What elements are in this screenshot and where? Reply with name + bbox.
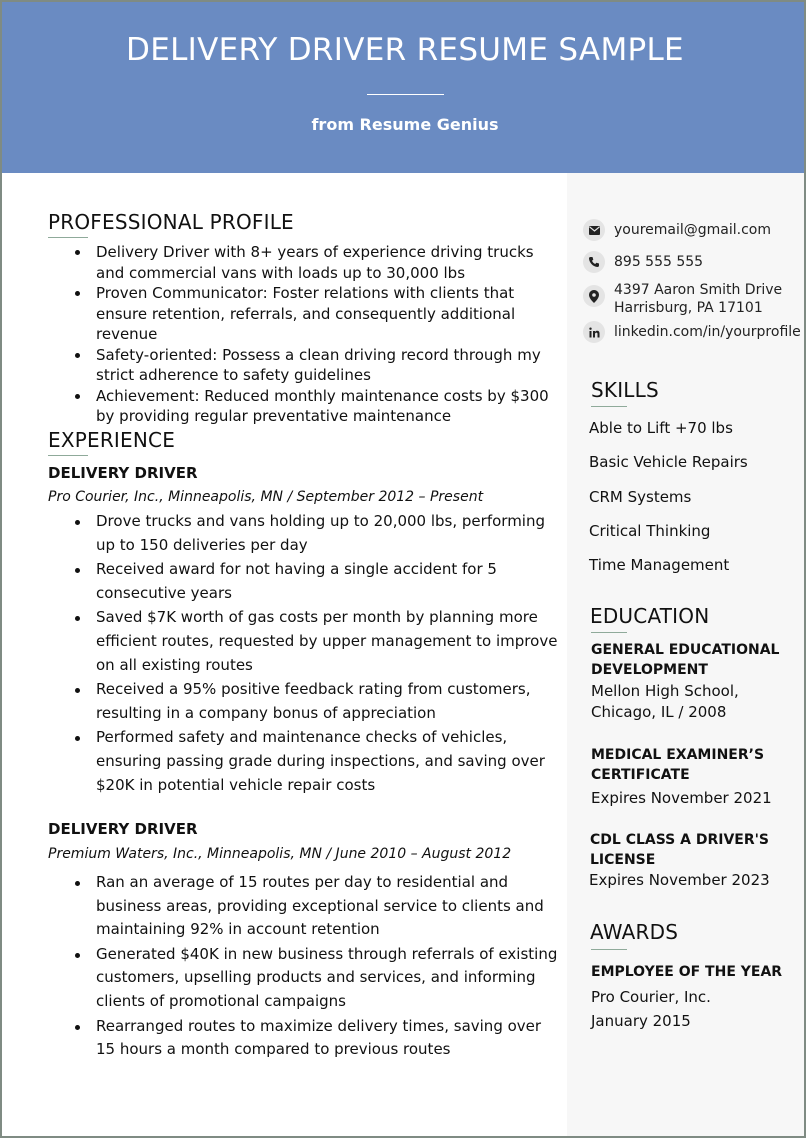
email-icon: [583, 219, 605, 241]
profile-list: [68, 242, 558, 427]
skills-heading-rule: [591, 406, 627, 407]
job-title: DELIVERY DRIVER: [48, 464, 198, 482]
skills-heading: SKILLS: [591, 378, 659, 402]
education-detail-line: Mellon High School,: [591, 682, 739, 700]
job-bullet: Generated $40K in new business through referrals of existing customers, upselling products and services, and informing clients of promotional campaigns: [68, 943, 558, 1014]
education-title-line: LICENSE: [590, 852, 656, 868]
contact-email-text: youremail@gmail.com: [614, 222, 772, 238]
education-title: [590, 830, 769, 870]
job-bullet: Performed safety and maintenance checks of vehicles, ensuring passing grade during inspections, and saving over $20K in potential vehicle repair costs: [68, 726, 558, 797]
profile-bullet: Proven Communicator: Foster relations with clients that ensure retention, referrals, and consequently additional revenue: [68, 283, 558, 345]
job-meta: Premium Waters, Inc., Minneapolis, MN / June 2010 – August 2012: [48, 846, 512, 862]
education-title-line: CERTIFICATE: [591, 767, 690, 783]
education-heading-rule: [591, 632, 627, 633]
awards-heading-rule: [591, 949, 627, 950]
job-bullet: Saved $7K worth of gas costs per month by planning more efficient routes, requested by upper management to improve on all existing routes: [68, 606, 558, 677]
job-bullet: Rearranged routes to maximize delivery times, saving over 15 hours a month compared to previous routes: [68, 1015, 558, 1062]
contact-phone[interactable]: [583, 251, 703, 273]
award-detail: [591, 985, 711, 1033]
job-bullet: Drove trucks and vans holding up to 20,000 lbs, performing up to 150 deliveries per day: [68, 510, 558, 557]
address-line-1: 4397 Aaron Smith Drive: [614, 282, 783, 298]
resume-title: DELIVERY DRIVER RESUME SAMPLE: [126, 32, 684, 68]
experience-heading-rule: [48, 455, 88, 456]
award-date: January 2015: [591, 1012, 691, 1030]
education-detail-line: Chicago, IL / 2008: [591, 703, 727, 721]
education-title: [591, 640, 779, 680]
contact-phone-text: 895 555 555: [614, 254, 704, 270]
awards-heading: AWARDS: [590, 920, 679, 944]
skill-item: Critical Thinking: [589, 522, 711, 540]
education-detail: Expires November 2021: [591, 789, 772, 807]
contact-email[interactable]: [583, 219, 771, 241]
contact-linkedin[interactable]: [583, 321, 801, 343]
job-bullets: [68, 871, 558, 1063]
job-bullet: Received a 95% positive feedback rating from customers, resulting in a company bonus of appreciation: [68, 678, 558, 725]
education-title: [591, 745, 764, 785]
education-title-line: DEVELOPMENT: [591, 662, 708, 678]
job-bullets: [68, 510, 558, 798]
skill-item: CRM Systems: [589, 488, 692, 506]
profile-bullet: Safety-oriented: Possess a clean driving record through my strict adherence to safety guidelines: [68, 345, 558, 386]
job-bullet: Received award for not having a single accident for 5 consecutive years: [68, 558, 558, 605]
education-heading: EDUCATION: [590, 604, 710, 628]
award-org: Pro Courier, Inc.: [591, 988, 711, 1006]
profile-bullet: Achievement: Reduced monthly maintenance costs by $300 by providing regular preventative maintenance: [68, 386, 558, 427]
linkedin-icon: [583, 321, 605, 343]
education-detail: [591, 681, 739, 723]
job-title: DELIVERY DRIVER: [48, 820, 198, 838]
education-detail: Expires November 2023: [589, 871, 770, 889]
address-line-2: Harrisburg, PA 17101: [614, 300, 763, 316]
award-title: EMPLOYEE OF THE YEAR: [591, 964, 783, 980]
contact-address: [583, 279, 782, 317]
skill-item: Basic Vehicle Repairs: [589, 453, 748, 471]
skill-item: Time Management: [589, 556, 730, 574]
profile-bullet: Delivery Driver with 8+ years of experience driving trucks and commercial vans with loads up to 30,000 lbs: [68, 242, 558, 283]
education-title-line: GENERAL EDUCATIONAL: [591, 642, 780, 658]
education-title-line: MEDICAL EXAMINER’S: [591, 747, 765, 763]
skill-item: Able to Lift +70 lbs: [589, 419, 733, 437]
contact-address-text: [614, 279, 782, 317]
job-bullet: Ran an average of 15 routes per day to residential and business areas, providing exceptional service to clients and maintaining 92% in account retention: [68, 871, 558, 942]
profile-heading: PROFESSIONAL PROFILE: [48, 210, 294, 234]
resume-header: [2, 2, 806, 173]
profile-heading-rule: [48, 237, 88, 238]
location-pin-icon: [583, 285, 605, 307]
header-divider: [367, 94, 444, 95]
phone-icon: [583, 251, 605, 273]
contact-linkedin-text: linkedin.com/in/yourprofile: [614, 324, 801, 340]
resume-subtitle: from Resume Genius: [311, 115, 499, 134]
experience-heading: EXPERIENCE: [48, 428, 176, 452]
education-title-line: CDL CLASS A DRIVER'S: [590, 832, 769, 848]
job-meta: Pro Courier, Inc., Minneapolis, MN / September 2012 – Present: [48, 489, 484, 505]
